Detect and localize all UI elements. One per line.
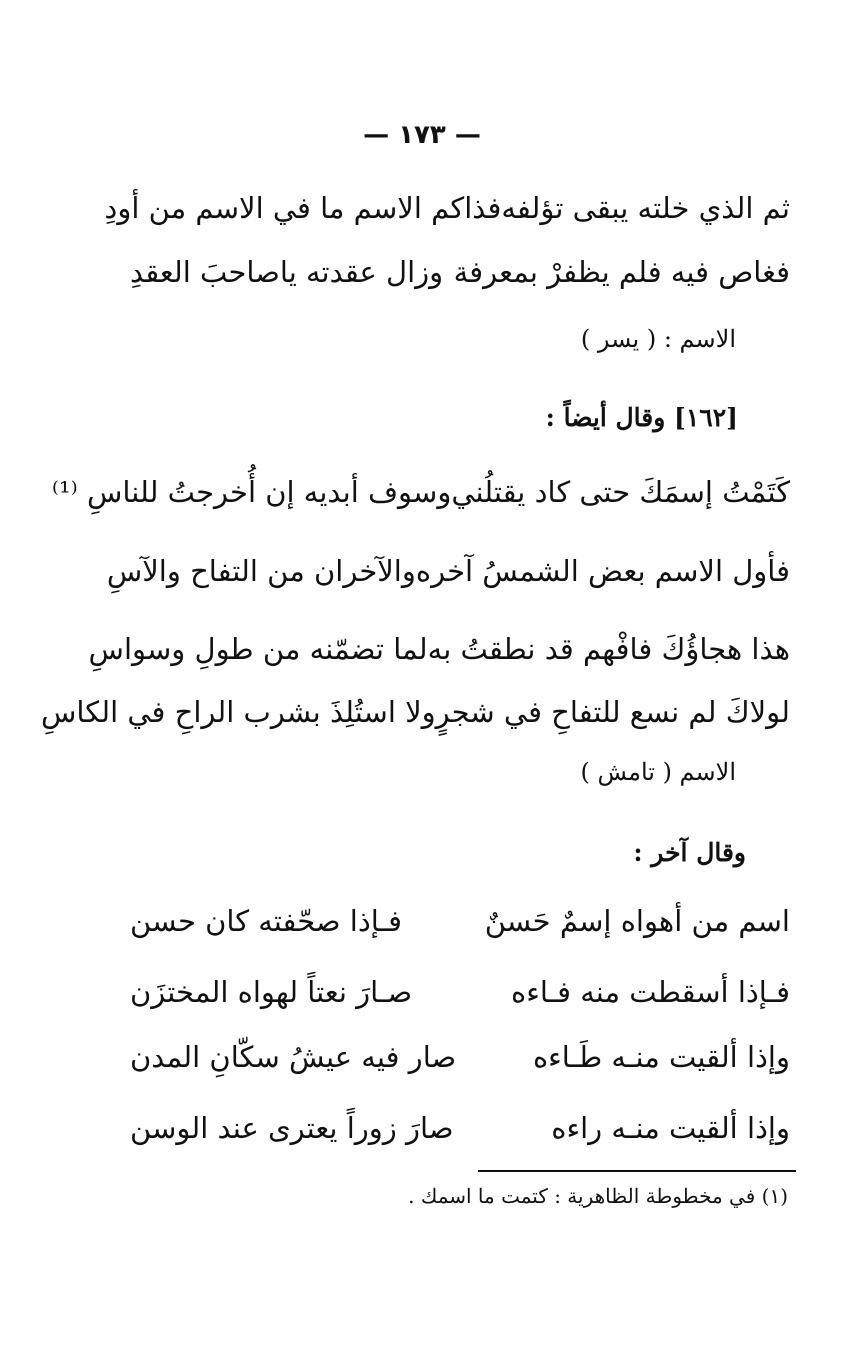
verse-second-hemistich: صار فيه عيشُ سكّانِ المدن	[130, 1039, 457, 1074]
section-heading: وقال آخر :	[633, 838, 746, 867]
answer-name-line: الاسم : ( يسر )	[580, 325, 736, 353]
verse-line	[40, 684, 790, 740]
verse-line	[104, 180, 790, 236]
verse-first-hemistich: فغاص فيه فلم يظفرْ بمعرفة	[453, 254, 790, 289]
page-number: — ١٧٣ —	[363, 120, 481, 150]
footnote-divider	[478, 1170, 796, 1172]
verse-second-hemistich: وزال عقدته ياصاحبَ العقدِ	[130, 254, 444, 289]
verse-first-hemistich: اسم من أهواه إسمٌ حَسنٌ	[484, 903, 790, 938]
verse-first-hemistich: لولاكَ لم نسع للتفاحِ في شجرٍ	[435, 694, 790, 729]
verse-first-hemistich: ثم الذي خلته يبقى تؤلفه	[501, 190, 790, 225]
answer-name-line: الاسم ( تامش )	[580, 758, 736, 786]
verse-first-hemistich: وإذا ألقيت منـه راءه	[551, 1110, 790, 1145]
verse-line	[130, 893, 790, 949]
verse-line	[51, 464, 790, 520]
verse-second-hemistich: صارَ زوراً يعترى عند الوسن	[130, 1110, 454, 1145]
verse-first-hemistich: كَتَمْتُ إسمَكَ حتى كاد يقتلُني	[451, 474, 790, 509]
verse-first-hemistich: فأول الاسم بعض الشمسُ آخره	[415, 553, 790, 588]
verse-second-hemistich: والآخران من التفاح والآسِ	[106, 553, 416, 588]
verse-second-hemistich: فذاكم الاسم ما في الاسم من أودِ	[104, 190, 502, 225]
verse-line	[130, 244, 790, 300]
verse-second-hemistich: صـارَ نعتاً لهواه المختزَن	[130, 974, 413, 1009]
verse-second-hemistich: وسوف أبديه إن أُخرجتُ للناسِ ⁽¹⁾	[51, 474, 452, 509]
verse-first-hemistich: هذا هجاؤُكَ فافْهم قد نطقتُ به	[427, 631, 790, 666]
verse-line	[130, 964, 790, 1020]
section-heading: [١٦٢] وقال أيضاً :	[545, 403, 738, 432]
verse-line	[88, 621, 790, 677]
verse-second-hemistich: لما تضمّنه من طولِ وسواسِ	[88, 631, 428, 666]
footnote: (١) في مخطوطة الظاهرية : كتمت ما اسمك .	[408, 1184, 788, 1208]
verse-second-hemistich: فـإذا صحّفته كان حسن	[130, 903, 402, 938]
verse-first-hemistich: فـإذا أسقطت منه فـاءه	[511, 974, 790, 1009]
verse-second-hemistich: ولا استُلِذَ بشرب الراحِ في الكاسِ	[40, 694, 436, 729]
verse-line	[130, 1100, 790, 1156]
verse-line	[130, 1029, 790, 1085]
verse-line	[106, 543, 790, 599]
verse-first-hemistich: وإذا ألقيت منـه طَـاءه	[532, 1039, 790, 1074]
